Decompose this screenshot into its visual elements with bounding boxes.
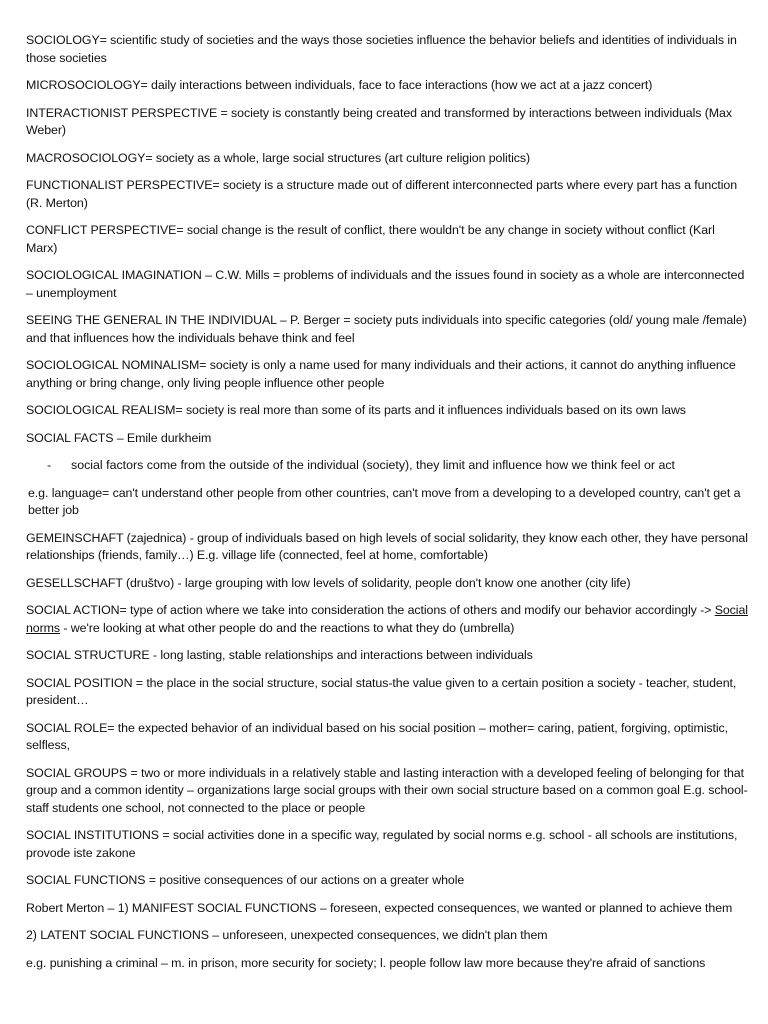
- social-action-text: SOCIAL ACTION= type of action where we take into consideration the actions of others and modify our behavior accordingly ->: [26, 603, 715, 617]
- definition-social-position: SOCIAL POSITION = the place in the social structure, social status-the value given to a certain position a society - teacher, student, president…: [26, 675, 737, 707]
- social-norms-link: Social norms: [26, 603, 748, 635]
- definition-gemeinschaft: GEMEINSCHAFT (zajednica) - group of individuals based on high levels of social solidarity, they know each other, they have personal relationships (friends, family…) E.g. village life (connected, feel at home, comfortable): [26, 530, 748, 562]
- definition-social-functions: SOCIAL FUNCTIONS = positive consequences of our actions on a greater whole: [26, 873, 465, 887]
- example-punishing-criminal: e.g. punishing a criminal – m. in prison, more security for society; l. people follow law more because they're afraid of sanctions: [26, 955, 706, 970]
- definition-social-groups: SOCIAL GROUPS = two or more individuals in a relatively stable and lasting interaction with a developed feeling of belonging for that group and a common identity – organizations large social groups with their own social structure based on a common goal E.g. school- staff students one school, not connected to the place or people: [26, 765, 748, 815]
- definition-sociology: SOCIOLOGY= scientific study of societies and the ways those societies influence the behavior beliefs and identities of individuals in those societies: [26, 33, 737, 65]
- definition-social-action: [26, 602, 748, 637]
- manifest-social-functions: Robert Merton – 1) MANIFEST SOCIAL FUNCTIONS – foreseen, expected consequences, we wanted or planned to achieve them: [26, 900, 733, 915]
- definition-sociological-imagination: SOCIOLOGICAL IMAGINATION – C.W. Mills = problems of individuals and the issues found in society as a whole are interconnected – unemployment: [26, 268, 745, 300]
- heading-social-facts: SOCIAL FACTS – Emile durkheim: [26, 430, 212, 445]
- definition-social-role: SOCIAL ROLE= the expected behavior of an individual based on his social position – mother= caring, patient, forgiving, optimistic, selfless,: [26, 720, 729, 752]
- definition-macrosociology: MACROSOCIOLOGY= society as a whole, large social structures (art culture religion politics): [26, 150, 531, 165]
- definition-interactionist-perspective: INTERACTIONIST PERSPECTIVE = society is constantly being created and transformed by interactions between individuals (Max Weber): [26, 105, 732, 137]
- definition-seeing-general: SEEING THE GENERAL IN THE INDIVIDUAL – P. Berger = society puts individuals into specific categories (old/ young male /female) and that influences how the individuals behave think and feel: [26, 313, 747, 345]
- social-action-text-rest: - we're looking at what other people do and the reactions to what they do (umbrella): [60, 620, 515, 635]
- latent-social-functions: 2) LATENT SOCIAL FUNCTIONS – unforeseen, unexpected consequences, we didn't plan them: [26, 928, 548, 942]
- definition-social-structure: SOCIAL STRUCTURE - long lasting, stable relationships and interactions between individuals: [26, 648, 533, 662]
- definition-sociological-nominalism: SOCIOLOGICAL NOMINALISM= society is only a name used for many individuals and their actions, it cannot do anything influence anything or bring change, only living people influence other people: [26, 358, 736, 390]
- definition-conflict-perspective: CONFLICT PERSPECTIVE= social change is the result of conflict, there wouldn't be any change in society without conflict (Karl Marx): [26, 223, 715, 255]
- definition-functionalist-perspective: FUNCTIONALIST PERSPECTIVE= society is a structure made out of different interconnected parts where every part has a function (R. Merton): [26, 178, 738, 210]
- list-item: [26, 457, 748, 475]
- definition-sociological-realism: SOCIOLOGICAL REALISM= society is real more than some of its parts and it influences individuals based on its own laws: [26, 403, 686, 417]
- definition-social-institutions: SOCIAL INSTITUTIONS = social activities done in a specific way, regulated by social norms e.g. school - all schools are institutions, provode iste zakone: [26, 828, 738, 860]
- bullet-dash: -: [47, 458, 52, 472]
- definition-gesellschaft: GESELLSCHAFT (društvo) - large grouping with low levels of solidarity, people don't know one another (city life): [26, 575, 631, 590]
- example-language: e.g. language= can't understand other people from other countries, can't move from a developing to a developed country, can't get a better job: [28, 485, 741, 517]
- bullet-text: social factors come from the outside of the individual (society), they limit and influence how we think feel or act: [71, 458, 675, 472]
- definition-microsociology: MICROSOCIOLOGY= daily interactions between individuals, face to face interactions (how we act at a jazz concert): [26, 78, 653, 92]
